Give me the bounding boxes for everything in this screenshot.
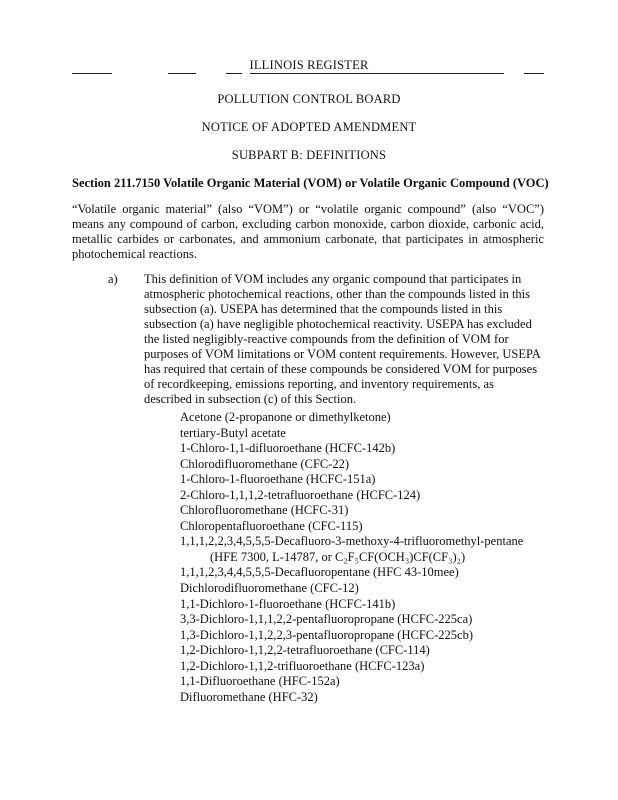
- compound-item: 1-Chloro-1-fluoroethane (HCFC-151a): [180, 472, 376, 487]
- compound-item: Chloropentafluoroethane (CFC-115): [180, 518, 363, 533]
- compound-item: 1-Chloro-1,1-difluoroethane (HCFC-142b): [180, 441, 396, 456]
- subsection-a-label: a): [108, 272, 118, 286]
- compound-item: 1,2-Dichloro-1,1,2-trifluoroethane (HCFC-123a): [180, 658, 425, 673]
- compound-item: 1,1-Difluoroethane (HFC-152a): [180, 674, 340, 689]
- notice-heading: NOTICE OF ADOPTED AMENDMENT: [201, 120, 417, 134]
- header-rule-segment: [168, 73, 196, 74]
- definition-paragraph: “Volatile organic material” (also “VOM”) or “volatile organic compound” (also “VOC”) means any compound of carbon, excluding carbon monoxide, carbon dioxide, carbonic acid, metallic carbides or carbonates, and ammonium carbonate, that participates in atmospheric photochemical reactions.: [72, 202, 544, 261]
- compound-item: 2-Chloro-1,1,1,2-tetrafluoroethane (HCFC-124): [180, 487, 421, 502]
- compound-item: Chlorofluoromethane (HCFC-31): [180, 503, 349, 518]
- compound-item: 1,1,1,2,3,4,4,5,5,5-Decafluoropentane (HFC 43-10mee): [180, 565, 459, 580]
- compound-item: tertiary-Butyl acetate: [180, 425, 286, 440]
- subpart-heading: SUBPART B: DEFINITIONS: [231, 148, 387, 162]
- compound-item: 1,2-Dichloro-1,1,2,2-tetrafluoroethane (CFC-114): [180, 643, 430, 658]
- compound-item-continuation: (HFE 7300, L-14787, or C₂F₅CF(OCH₃)CF(CF₃)₂): [210, 549, 466, 564]
- board-heading: POLLUTION CONTROL BOARD: [217, 92, 401, 106]
- section-title: Section 211.7150 Volatile Organic Material (VOM) or Volatile Organic Compound (VOC): [72, 176, 549, 190]
- compound-item: 1,1,1,2,2,3,4,5,5,5-Decafluoro-3-methoxy-4-trifluoromethyl-pentane: [180, 534, 524, 549]
- header-rule-segment: [524, 73, 544, 74]
- compound-item: Acetone (2-propanone or dimethylketone): [180, 410, 391, 424]
- compound-item: Chlorodifluoromethane (CFC-22): [180, 456, 350, 471]
- compound-item: 1,1-Dichloro-1-fluoroethane (HCFC-141b): [180, 596, 396, 611]
- subsection-a-text: This definition of VOM includes any organic compound that participates in atmospheric photochemical reactions, other than the compounds listed in this subsection (a). USEPA has determined that the compounds listed in this subsection (a) have negligible photochemical reactivity. USEPA has excluded the listed negligibly-reactive compounds from the definition of VOM for purposes of VOM limitations or VOM content requirements. However, USEPA has required that certain of these compounds be considered VOM for purposes of recordkeeping, emissions reporting, and inventory requirements, as described in subsection (c) of this Section.: [144, 272, 541, 406]
- header-rule-segment: [250, 73, 504, 74]
- register-title: ILLINOIS REGISTER: [249, 58, 369, 72]
- compound-item: Dichlorodifluoromethane (CFC-12): [180, 581, 359, 596]
- compound-item: Difluoromethane (HFC-32): [180, 689, 318, 704]
- compound-list: [180, 410, 560, 705]
- compound-item: 3,3-Dichloro-1,1,1,2,2-pentafluoropropane (HCFC-225ca): [180, 612, 473, 627]
- compound-item: 1,3-Dichloro-1,1,2,2,3-pentafluoropropane (HCFC-225cb): [180, 627, 473, 642]
- header-rule-segment: [226, 73, 242, 74]
- header-rule-segment: [72, 73, 112, 74]
